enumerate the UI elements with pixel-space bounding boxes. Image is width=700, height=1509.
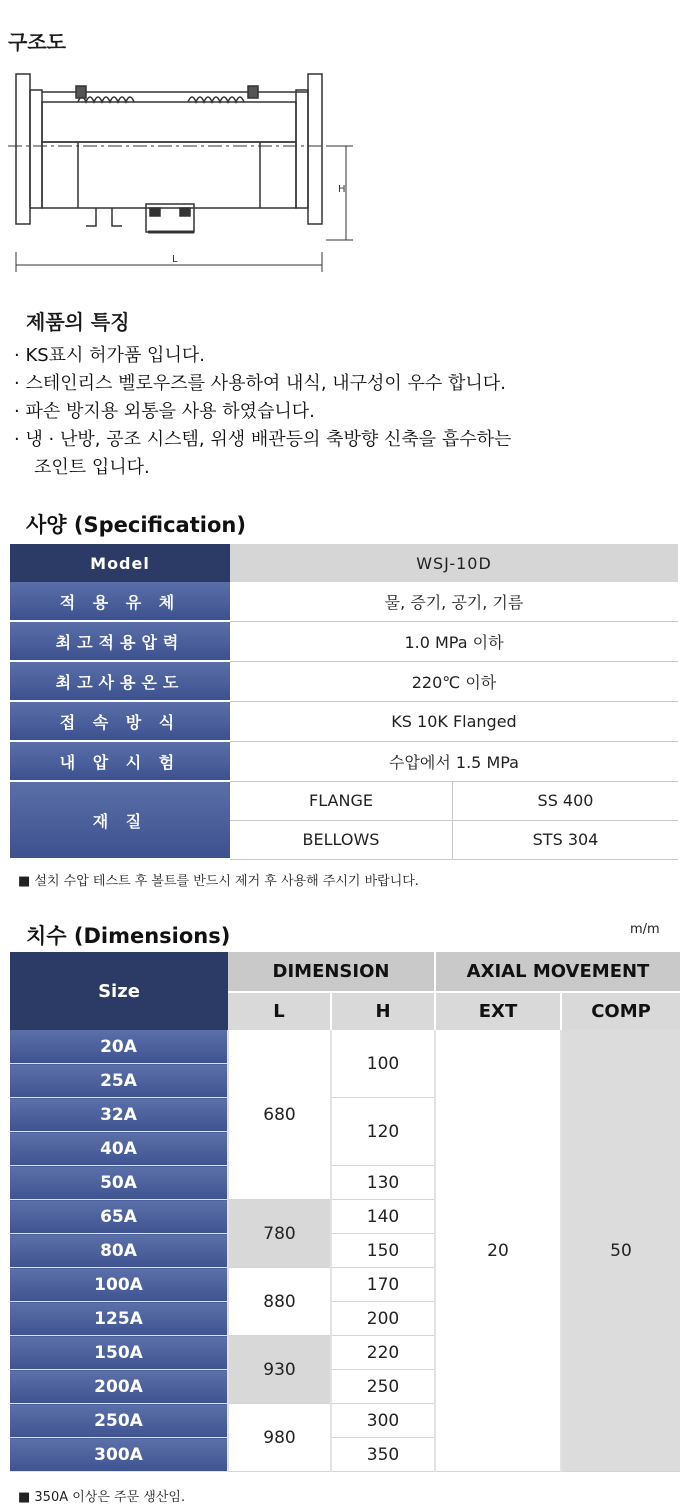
spec-note: ■ 설치 수압 테스트 후 볼트를 반드시 제거 후 사용해 주시기 바랍니다.: [18, 874, 419, 889]
size-cell: 50A: [10, 1166, 228, 1200]
size-cell: 25A: [10, 1064, 228, 1098]
size-cell: 250A: [10, 1404, 228, 1438]
h-header: H: [331, 992, 435, 1030]
size-cell: 32A: [10, 1098, 228, 1132]
spec-value: 220℃ 이하: [230, 661, 678, 701]
spec-title: 사양 (Specification): [26, 513, 246, 537]
feature-item: · 파손 방지용 외통을 사용 하였습니다.: [14, 401, 315, 422]
spec-label: 최고사용온도: [10, 661, 230, 701]
size-cell: 100A: [10, 1268, 228, 1302]
ext-header: EXT: [435, 992, 561, 1030]
h-cell: 100: [331, 1030, 435, 1098]
h-cell: 120: [331, 1098, 435, 1166]
spec-label: 접 속 방 식: [10, 701, 230, 741]
feature-item: · 스테인리스 벨로우즈를 사용하여 내식, 내구성이 우수 합니다.: [14, 373, 506, 394]
size-cell: 80A: [10, 1234, 228, 1268]
size-cell: 200A: [10, 1370, 228, 1404]
l-cell: 680: [228, 1030, 331, 1200]
structure-title: 구조도: [8, 30, 66, 54]
h-cell: 200: [331, 1302, 435, 1336]
spec-label: 적 용 유 체: [10, 582, 230, 621]
dim-l-label: L: [172, 254, 178, 265]
l-cell: 780: [228, 1200, 331, 1268]
feature-item: 조인트 입니다.: [34, 457, 150, 478]
axial-header: AXIAL MOVEMENT: [435, 952, 680, 992]
h-cell: 220: [331, 1336, 435, 1370]
dimensions-table: [10, 952, 680, 1472]
material-label: 재 질: [10, 781, 230, 859]
size-cell: 20A: [10, 1030, 228, 1064]
dimension-header: DIMENSION: [228, 952, 435, 992]
unit-label: m/m: [630, 922, 660, 937]
material-part: BELLOWS: [230, 820, 453, 859]
spec-label: 내 압 시 험: [10, 741, 230, 781]
spec-value: 수압에서 1.5 MPa: [230, 741, 678, 781]
h-cell: 150: [331, 1234, 435, 1268]
l-cell: 880: [228, 1268, 331, 1336]
model-value: WSJ-10D: [230, 544, 678, 582]
material-grade: SS 400: [453, 781, 679, 820]
spec-value: 1.0 MPa 이하: [230, 621, 678, 661]
feature-item: · 냉 · 난방, 공조 시스템, 위생 배관등의 축방향 신축을 흡수하는: [14, 429, 512, 450]
h-cell: 170: [331, 1268, 435, 1302]
comp-header: COMP: [561, 992, 680, 1030]
h-cell: 130: [331, 1166, 435, 1200]
model-label: Model: [10, 544, 230, 582]
size-cell: 150A: [10, 1336, 228, 1370]
l-cell: 930: [228, 1336, 331, 1404]
features-list: [14, 342, 694, 482]
feature-item: · KS표시 허가품 입니다.: [14, 345, 205, 366]
l-cell: 980: [228, 1404, 331, 1472]
features-title: 제품의 특징: [26, 310, 130, 334]
spec-value: KS 10K Flanged: [230, 701, 678, 741]
size-header: Size: [10, 952, 228, 1030]
h-cell: 140: [331, 1200, 435, 1234]
size-cell: 40A: [10, 1132, 228, 1166]
dimensions-title: 치수 (Dimensions): [26, 924, 231, 948]
spec-value: 물, 증기, 공기, 기름: [230, 582, 678, 621]
material-grade: STS 304: [453, 820, 679, 859]
size-cell: 65A: [10, 1200, 228, 1234]
dim-h-label: H: [338, 184, 346, 195]
comp-cell: 50: [561, 1030, 680, 1472]
h-cell: 250: [331, 1370, 435, 1404]
h-cell: 300: [331, 1404, 435, 1438]
size-cell: 300A: [10, 1438, 228, 1472]
ext-cell: 20: [435, 1030, 561, 1472]
h-cell: 350: [331, 1438, 435, 1472]
material-part: FLANGE: [230, 781, 453, 820]
spec-table: [10, 544, 678, 860]
dimensions-note: ■ 350A 이상은 주문 생산임.: [18, 1490, 186, 1505]
size-cell: 125A: [10, 1302, 228, 1336]
l-header: L: [228, 992, 331, 1030]
structure-drawing: [8, 62, 378, 277]
spec-label: 최고적용압력: [10, 621, 230, 661]
